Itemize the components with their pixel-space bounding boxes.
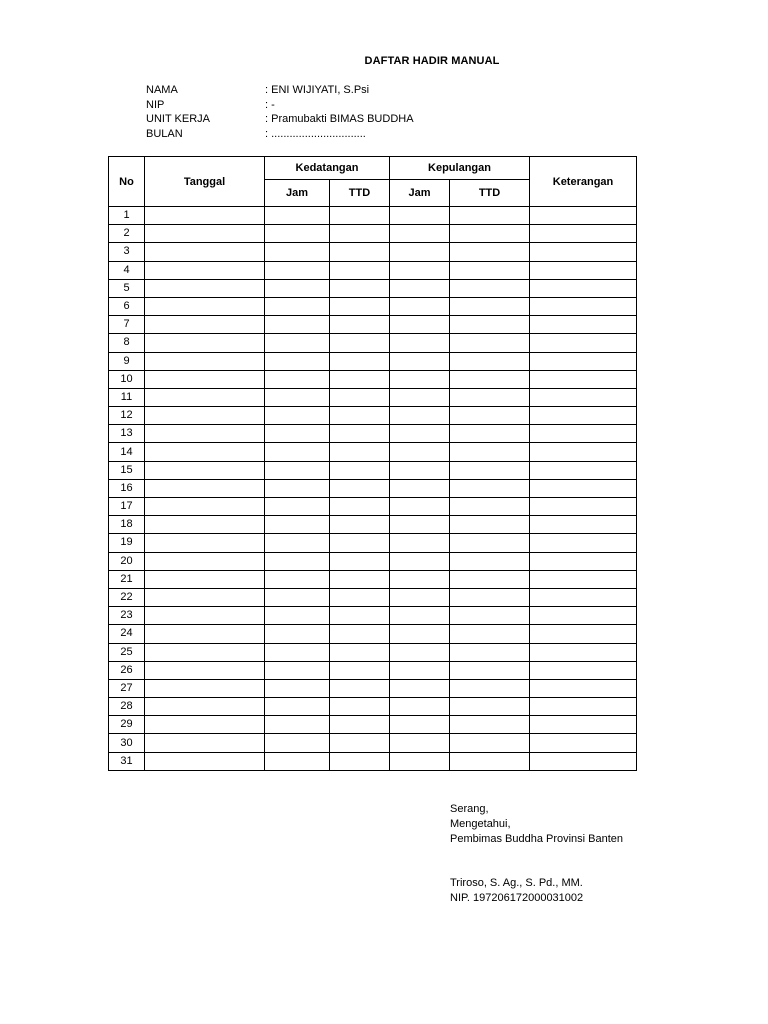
cell-kepulangan-jam[interactable]: [390, 461, 450, 479]
cell-kedatangan-jam[interactable]: [265, 479, 330, 497]
cell-keterangan[interactable]: [530, 661, 637, 679]
cell-kedatangan-ttd[interactable]: [330, 352, 390, 370]
cell-kedatangan-jam[interactable]: [265, 679, 330, 697]
cell-kepulangan-jam[interactable]: [390, 516, 450, 534]
cell-kepulangan-jam[interactable]: [390, 388, 450, 406]
table-row: [109, 752, 637, 770]
cell-kepulangan-jam[interactable]: [390, 698, 450, 716]
cell-no: 16: [109, 479, 145, 497]
cell-keterangan[interactable]: [530, 752, 637, 770]
cell-no: 1: [109, 207, 145, 225]
cell-no: 24: [109, 625, 145, 643]
cell-kedatangan-jam[interactable]: [265, 643, 330, 661]
cell-kepulangan-jam[interactable]: [390, 679, 450, 697]
cell-no: 22: [109, 588, 145, 606]
table-row: [109, 734, 637, 752]
cell-kedatangan-ttd[interactable]: [330, 243, 390, 261]
table-row: [109, 570, 637, 588]
cell-kepulangan-ttd[interactable]: [450, 516, 530, 534]
cell-tanggal[interactable]: [145, 297, 265, 315]
info-label: NAMA: [146, 84, 178, 96]
cell-kedatangan-jam[interactable]: [265, 698, 330, 716]
header-kedatangan-ttd: TTD: [330, 180, 390, 207]
cell-tanggal[interactable]: [145, 643, 265, 661]
cell-tanggal[interactable]: [145, 588, 265, 606]
cell-tanggal[interactable]: [145, 352, 265, 370]
cell-no: 19: [109, 534, 145, 552]
cell-keterangan[interactable]: [530, 588, 637, 606]
cell-kepulangan-ttd[interactable]: [450, 370, 530, 388]
cell-kepulangan-ttd[interactable]: [450, 552, 530, 570]
signature-position: Pembimas Buddha Provinsi Banten: [450, 833, 624, 845]
table-row: [109, 661, 637, 679]
table-row: [109, 279, 637, 297]
cell-no: 17: [109, 498, 145, 516]
cell-kepulangan-ttd[interactable]: [450, 479, 530, 497]
cell-kedatangan-ttd[interactable]: [330, 443, 390, 461]
table-row: [109, 679, 637, 697]
cell-kedatangan-ttd[interactable]: [330, 534, 390, 552]
cell-keterangan[interactable]: [530, 279, 637, 297]
cell-tanggal[interactable]: [145, 570, 265, 588]
cell-kepulangan-ttd[interactable]: [450, 279, 530, 297]
table-row: [109, 588, 637, 606]
cell-tanggal[interactable]: [145, 316, 265, 334]
signature-name: Triroso, S. Ag., S. Pd., MM.: [450, 877, 583, 889]
cell-kepulangan-ttd[interactable]: [450, 207, 530, 225]
table-row: [109, 207, 637, 225]
cell-tanggal[interactable]: [145, 407, 265, 425]
cell-kepulangan-jam[interactable]: [390, 570, 450, 588]
cell-kepulangan-jam[interactable]: [390, 425, 450, 443]
table-row: [109, 334, 637, 352]
info-row-bulan: [146, 127, 414, 142]
cell-kedatangan-ttd[interactable]: [330, 370, 390, 388]
cell-kedatangan-jam[interactable]: [265, 370, 330, 388]
cell-kedatangan-jam[interactable]: [265, 516, 330, 534]
cell-kedatangan-jam[interactable]: [265, 443, 330, 461]
cell-keterangan[interactable]: [530, 334, 637, 352]
cell-kedatangan-jam[interactable]: [265, 570, 330, 588]
cell-kedatangan-ttd[interactable]: [330, 588, 390, 606]
cell-keterangan[interactable]: [530, 425, 637, 443]
cell-no: 7: [109, 316, 145, 334]
cell-tanggal[interactable]: [145, 716, 265, 734]
cell-no: 20: [109, 552, 145, 570]
cell-kedatangan-ttd[interactable]: [330, 625, 390, 643]
cell-tanggal[interactable]: [145, 498, 265, 516]
signature-nip: NIP. 197206172000031002: [450, 892, 584, 904]
cell-kepulangan-ttd[interactable]: [450, 734, 530, 752]
cell-keterangan[interactable]: [530, 207, 637, 225]
cell-kedatangan-jam[interactable]: [265, 734, 330, 752]
cell-tanggal[interactable]: [145, 243, 265, 261]
cell-kepulangan-jam[interactable]: [390, 316, 450, 334]
cell-no: 18: [109, 516, 145, 534]
cell-kedatangan-jam[interactable]: [265, 534, 330, 552]
cell-keterangan[interactable]: [530, 243, 637, 261]
cell-kepulangan-jam[interactable]: [390, 334, 450, 352]
cell-no: 23: [109, 607, 145, 625]
cell-kedatangan-ttd[interactable]: [330, 334, 390, 352]
table-row: [109, 443, 637, 461]
document-title: DAFTAR HADIR MANUAL: [364, 55, 500, 67]
cell-no: 5: [109, 279, 145, 297]
cell-kepulangan-ttd[interactable]: [450, 716, 530, 734]
cell-kepulangan-ttd[interactable]: [450, 261, 530, 279]
cell-kepulangan-ttd[interactable]: [450, 297, 530, 315]
cell-no: 4: [109, 261, 145, 279]
cell-kedatangan-ttd[interactable]: [330, 498, 390, 516]
cell-no: 30: [109, 734, 145, 752]
header-kepulangan-jam: Jam: [390, 180, 450, 207]
cell-kepulangan-ttd[interactable]: [450, 425, 530, 443]
cell-kepulangan-jam[interactable]: [390, 443, 450, 461]
table-row: [109, 607, 637, 625]
cell-tanggal[interactable]: [145, 698, 265, 716]
cell-kepulangan-ttd[interactable]: [450, 461, 530, 479]
cell-no: 14: [109, 443, 145, 461]
cell-tanggal[interactable]: [145, 661, 265, 679]
cell-kedatangan-ttd[interactable]: [330, 207, 390, 225]
cell-kedatangan-jam[interactable]: [265, 625, 330, 643]
cell-kedatangan-ttd[interactable]: [330, 607, 390, 625]
cell-tanggal[interactable]: [145, 443, 265, 461]
cell-kedatangan-jam[interactable]: [265, 607, 330, 625]
table-row: [109, 643, 637, 661]
cell-no: 3: [109, 243, 145, 261]
header-tanggal: Tanggal: [145, 157, 265, 207]
cell-kedatangan-ttd[interactable]: [330, 261, 390, 279]
cell-tanggal[interactable]: [145, 479, 265, 497]
cell-no: 21: [109, 570, 145, 588]
cell-kedatangan-jam[interactable]: [265, 316, 330, 334]
cell-kepulangan-jam[interactable]: [390, 370, 450, 388]
cell-kedatangan-jam[interactable]: [265, 261, 330, 279]
cell-tanggal[interactable]: [145, 334, 265, 352]
cell-kedatangan-ttd[interactable]: [330, 225, 390, 243]
cell-tanggal[interactable]: [145, 279, 265, 297]
cell-kedatangan-jam[interactable]: [265, 388, 330, 406]
cell-kepulangan-ttd[interactable]: [450, 443, 530, 461]
info-label: UNIT KERJA: [146, 113, 210, 126]
cell-no: 10: [109, 370, 145, 388]
cell-tanggal[interactable]: [145, 534, 265, 552]
cell-kedatangan-jam[interactable]: [265, 407, 330, 425]
cell-kepulangan-ttd[interactable]: [450, 625, 530, 643]
cell-kedatangan-jam[interactable]: [265, 207, 330, 225]
cell-kedatangan-ttd[interactable]: [330, 570, 390, 588]
info-row-nama: [146, 83, 414, 98]
header-kepulangan: Kepulangan: [390, 157, 530, 180]
cell-kedatangan-jam[interactable]: [265, 334, 330, 352]
signature-block: [450, 802, 623, 906]
cell-kedatangan-ttd[interactable]: [330, 479, 390, 497]
cell-kepulangan-ttd[interactable]: [450, 534, 530, 552]
cell-kedatangan-jam[interactable]: [265, 461, 330, 479]
cell-kedatangan-ttd[interactable]: [330, 407, 390, 425]
header-kedatangan: Kedatangan: [265, 157, 390, 180]
cell-tanggal[interactable]: [145, 552, 265, 570]
cell-no: 31: [109, 752, 145, 770]
signature-space: [450, 847, 623, 876]
table-row: [109, 498, 637, 516]
cell-kepulangan-jam[interactable]: [390, 588, 450, 606]
header-keterangan: Keterangan: [530, 157, 637, 207]
cell-kedatangan-ttd[interactable]: [330, 316, 390, 334]
cell-keterangan[interactable]: [530, 625, 637, 643]
table-row: [109, 225, 637, 243]
cell-kedatangan-ttd[interactable]: [330, 679, 390, 697]
cell-kepulangan-ttd[interactable]: [450, 679, 530, 697]
attendance-table: [108, 156, 637, 771]
cell-kepulangan-jam[interactable]: [390, 225, 450, 243]
cell-kedatangan-ttd[interactable]: [330, 388, 390, 406]
cell-kepulangan-jam[interactable]: [390, 734, 450, 752]
cell-kedatangan-ttd[interactable]: [330, 716, 390, 734]
cell-kedatangan-jam[interactable]: [265, 588, 330, 606]
table-row: [109, 716, 637, 734]
table-row: [109, 425, 637, 443]
table-row: [109, 388, 637, 406]
cell-kedatangan-ttd[interactable]: [330, 461, 390, 479]
table-row: [109, 516, 637, 534]
cell-keterangan[interactable]: [530, 388, 637, 406]
table-row: [109, 297, 637, 315]
cell-kepulangan-jam[interactable]: [390, 534, 450, 552]
cell-kepulangan-jam[interactable]: [390, 279, 450, 297]
cell-kepulangan-jam[interactable]: [390, 752, 450, 770]
table-row: [109, 625, 637, 643]
cell-tanggal[interactable]: [145, 679, 265, 697]
cell-kedatangan-jam[interactable]: [265, 552, 330, 570]
cell-kedatangan-ttd[interactable]: [330, 661, 390, 679]
cell-kepulangan-ttd[interactable]: [450, 334, 530, 352]
table-row: [109, 352, 637, 370]
cell-keterangan[interactable]: [530, 225, 637, 243]
cell-kepulangan-ttd[interactable]: [450, 407, 530, 425]
cell-tanggal[interactable]: [145, 752, 265, 770]
table-row: [109, 243, 637, 261]
cell-kepulangan-ttd[interactable]: [450, 698, 530, 716]
cell-kepulangan-ttd[interactable]: [450, 661, 530, 679]
info-value: : ...............................: [265, 128, 366, 141]
cell-tanggal[interactable]: [145, 516, 265, 534]
table-row: [109, 698, 637, 716]
cell-no: 11: [109, 388, 145, 406]
cell-kedatangan-ttd[interactable]: [330, 643, 390, 661]
cell-kepulangan-jam[interactable]: [390, 407, 450, 425]
cell-keterangan[interactable]: [530, 570, 637, 588]
employee-info: [146, 83, 414, 142]
info-label: BULAN: [146, 128, 183, 141]
cell-keterangan[interactable]: [530, 461, 637, 479]
cell-kepulangan-ttd[interactable]: [450, 498, 530, 516]
cell-kepulangan-jam[interactable]: [390, 498, 450, 516]
cell-kepulangan-jam[interactable]: [390, 716, 450, 734]
info-value: : Pramubakti BIMAS BUDDHA: [265, 113, 414, 126]
cell-kepulangan-jam[interactable]: [390, 243, 450, 261]
cell-kedatangan-jam[interactable]: [265, 498, 330, 516]
cell-no: 13: [109, 425, 145, 443]
header-kepulangan-ttd: TTD: [450, 180, 530, 207]
cell-keterangan[interactable]: [530, 552, 637, 570]
cell-tanggal[interactable]: [145, 734, 265, 752]
cell-keterangan[interactable]: [530, 716, 637, 734]
table-row: [109, 370, 637, 388]
cell-keterangan[interactable]: [530, 407, 637, 425]
cell-keterangan[interactable]: [530, 534, 637, 552]
cell-keterangan[interactable]: [530, 297, 637, 315]
cell-keterangan[interactable]: [530, 370, 637, 388]
cell-kedatangan-ttd[interactable]: [330, 552, 390, 570]
header-no: No: [109, 157, 145, 207]
info-value: : ENI WIJIYATI, S.Psi: [265, 84, 370, 96]
info-value: : -: [265, 98, 275, 111]
table-row: [109, 261, 637, 279]
cell-kedatangan-jam[interactable]: [265, 425, 330, 443]
cell-kepulangan-jam[interactable]: [390, 261, 450, 279]
cell-kepulangan-jam[interactable]: [390, 607, 450, 625]
cell-no: 15: [109, 461, 145, 479]
table-row: [109, 552, 637, 570]
cell-kedatangan-jam[interactable]: [265, 352, 330, 370]
cell-kepulangan-ttd[interactable]: [450, 570, 530, 588]
info-row-nip: [146, 98, 414, 113]
cell-tanggal[interactable]: [145, 261, 265, 279]
cell-no: 25: [109, 643, 145, 661]
table-row: [109, 316, 637, 334]
signature-place: Serang,: [450, 803, 489, 815]
cell-keterangan[interactable]: [530, 479, 637, 497]
cell-tanggal[interactable]: [145, 207, 265, 225]
cell-no: 29: [109, 716, 145, 734]
cell-kedatangan-ttd[interactable]: [330, 698, 390, 716]
cell-kedatangan-ttd[interactable]: [330, 425, 390, 443]
cell-tanggal[interactable]: [145, 625, 265, 643]
cell-kedatangan-jam[interactable]: [265, 243, 330, 261]
cell-kepulangan-jam[interactable]: [390, 479, 450, 497]
cell-kepulangan-jam[interactable]: [390, 625, 450, 643]
cell-keterangan[interactable]: [530, 734, 637, 752]
cell-kedatangan-jam[interactable]: [265, 225, 330, 243]
cell-no: 2: [109, 225, 145, 243]
cell-kepulangan-ttd[interactable]: [450, 752, 530, 770]
cell-kepulangan-ttd[interactable]: [450, 352, 530, 370]
cell-kepulangan-jam[interactable]: [390, 661, 450, 679]
cell-tanggal[interactable]: [145, 225, 265, 243]
cell-keterangan[interactable]: [530, 443, 637, 461]
cell-no: 9: [109, 352, 145, 370]
cell-kedatangan-ttd[interactable]: [330, 752, 390, 770]
cell-tanggal[interactable]: [145, 370, 265, 388]
cell-keterangan[interactable]: [530, 679, 637, 697]
cell-no: 12: [109, 407, 145, 425]
cell-kepulangan-ttd[interactable]: [450, 225, 530, 243]
table-row: [109, 407, 637, 425]
cell-keterangan[interactable]: [530, 698, 637, 716]
cell-kedatangan-jam[interactable]: [265, 716, 330, 734]
table-row: [109, 461, 637, 479]
table-row: [109, 534, 637, 552]
signature-known: Mengetahui,: [450, 818, 511, 830]
cell-keterangan[interactable]: [530, 643, 637, 661]
cell-tanggal[interactable]: [145, 425, 265, 443]
cell-kedatangan-jam[interactable]: [265, 297, 330, 315]
cell-kepulangan-ttd[interactable]: [450, 388, 530, 406]
cell-kedatangan-ttd[interactable]: [330, 279, 390, 297]
table-row: [109, 479, 637, 497]
cell-kedatangan-jam[interactable]: [265, 752, 330, 770]
cell-no: 27: [109, 679, 145, 697]
cell-keterangan[interactable]: [530, 516, 637, 534]
cell-kepulangan-ttd[interactable]: [450, 607, 530, 625]
cell-kepulangan-ttd[interactable]: [450, 243, 530, 261]
cell-kedatangan-jam[interactable]: [265, 661, 330, 679]
cell-kedatangan-ttd[interactable]: [330, 516, 390, 534]
cell-kedatangan-ttd[interactable]: [330, 297, 390, 315]
cell-no: 26: [109, 661, 145, 679]
cell-kepulangan-ttd[interactable]: [450, 316, 530, 334]
attendance-rows: [109, 207, 637, 771]
cell-kedatangan-ttd[interactable]: [330, 734, 390, 752]
cell-kepulangan-jam[interactable]: [390, 207, 450, 225]
cell-no: 28: [109, 698, 145, 716]
cell-tanggal[interactable]: [145, 607, 265, 625]
cell-kepulangan-jam[interactable]: [390, 643, 450, 661]
cell-no: 6: [109, 297, 145, 315]
cell-kepulangan-jam[interactable]: [390, 352, 450, 370]
cell-kepulangan-ttd[interactable]: [450, 588, 530, 606]
cell-tanggal[interactable]: [145, 461, 265, 479]
cell-keterangan[interactable]: [530, 261, 637, 279]
cell-kepulangan-jam[interactable]: [390, 297, 450, 315]
info-row-unit-kerja: [146, 112, 414, 127]
cell-kepulangan-jam[interactable]: [390, 552, 450, 570]
cell-keterangan[interactable]: [530, 607, 637, 625]
info-label: NIP: [146, 98, 165, 111]
cell-keterangan[interactable]: [530, 316, 637, 334]
cell-keterangan[interactable]: [530, 352, 637, 370]
cell-tanggal[interactable]: [145, 388, 265, 406]
cell-keterangan[interactable]: [530, 498, 637, 516]
cell-kedatangan-jam[interactable]: [265, 279, 330, 297]
cell-no: 8: [109, 334, 145, 352]
cell-kepulangan-ttd[interactable]: [450, 643, 530, 661]
header-kedatangan-jam: Jam: [265, 180, 330, 207]
